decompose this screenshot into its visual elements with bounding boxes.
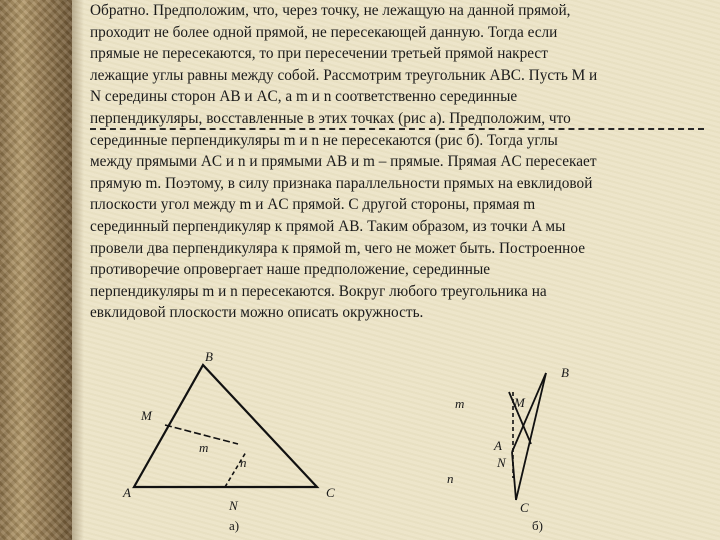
label-n-point: N [229, 498, 238, 513]
label-c: C [520, 500, 529, 515]
caption-a: а) [229, 518, 240, 533]
text-line: плоскости угол между m и AC прямой. С другой стороны, прямая m [90, 196, 536, 214]
label-b: B [561, 365, 569, 380]
side-bc [516, 373, 546, 500]
label-b: B [205, 349, 213, 364]
text-line: прямую m. Поэтому, в силу признака параллельности прямых на евклидовой [90, 174, 593, 192]
text-line: провели два перпендикуляра к прямой m, чего не может быть. Построенное [90, 239, 585, 257]
text-line: перпендикуляры m и n пересекаются. Вокруг любого треугольника на [90, 282, 547, 300]
text-line: противоречие опровергает наше предположение, серединные [90, 261, 491, 279]
label-m-point: M [514, 395, 525, 410]
text-line: Обратно. Предположим, что, через точку, не лежащую на данной прямой, [90, 2, 571, 19]
text-line: N середины сторон AB и AC, а m и n соответственно серединные [90, 88, 518, 106]
text-line: прямые не пересекаются, то при пересечении третьей прямой накрест [90, 45, 548, 63]
triangle-abc [134, 365, 317, 487]
figure-b [447, 365, 569, 533]
label-n-line: n [240, 455, 247, 470]
text-line: проходит не более одной прямой, не пересекающей данную. Тогда если [90, 23, 558, 41]
text-line: евклидовой плоскости можно описать окружность. [90, 304, 424, 322]
label-n-point: N [497, 455, 506, 470]
caption-b: б) [532, 518, 543, 533]
text-line: серединный перпендикуляр к прямой AB. Таким образом, из точки A мы [90, 217, 566, 235]
label-c: C [326, 485, 335, 500]
label-m-point: M [141, 408, 152, 423]
text-line: лежащие углы равны между собой. Рассмотрим треугольник ABC. Пусть M и [90, 66, 598, 84]
text-line: перпендикуляры, восставленные в этих точках (рис а). Предположим, что [90, 109, 571, 127]
label-a: A [494, 438, 502, 453]
label-m-line: m [455, 396, 465, 411]
label-a: A [123, 485, 131, 500]
text-line: серединные перпендикуляры m и n не пересекаются (рис б). Тогда углы [90, 131, 558, 149]
label-m-line: m [199, 440, 209, 455]
label-n-line: n [447, 471, 454, 486]
figure-a [122, 349, 335, 533]
text-line: между прямыми AC и n и прямыми AB и m – прямые. Прямая AC пересекает [90, 153, 597, 171]
